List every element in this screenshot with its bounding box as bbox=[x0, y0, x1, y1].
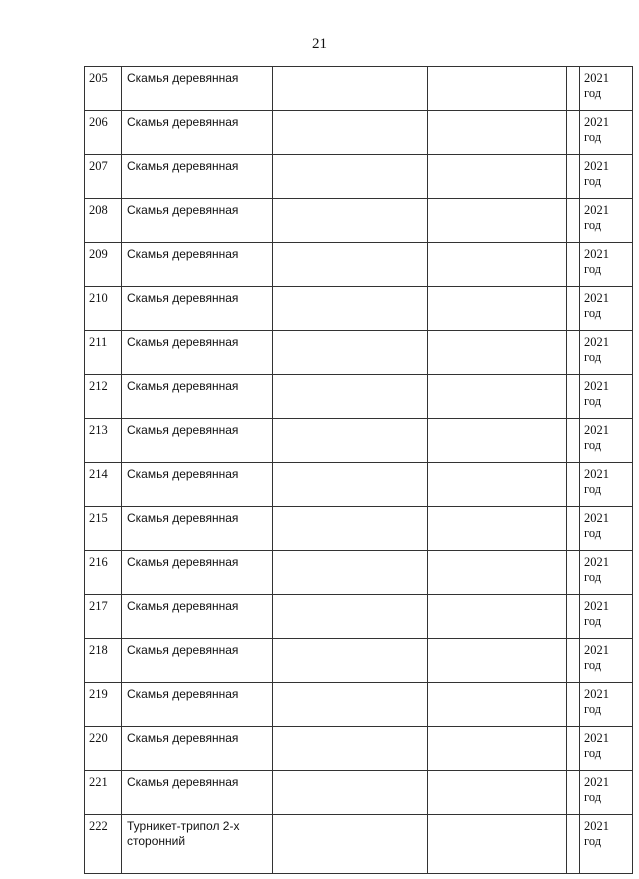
table-row bbox=[85, 155, 633, 199]
empty-cell bbox=[567, 595, 580, 639]
year-value: 2021 bbox=[584, 379, 609, 393]
row-number: 218 bbox=[85, 639, 122, 683]
table-row bbox=[85, 331, 633, 375]
inventory-table-body bbox=[85, 67, 633, 874]
empty-cell bbox=[273, 67, 428, 111]
year-unit: год bbox=[584, 394, 602, 408]
row-number: 210 bbox=[85, 287, 122, 331]
table-row bbox=[85, 507, 633, 551]
table-row bbox=[85, 551, 633, 595]
row-number: 208 bbox=[85, 199, 122, 243]
year-value: 2021 bbox=[584, 599, 609, 613]
item-name: Скамья деревянная bbox=[122, 199, 273, 243]
page-number: 21 bbox=[312, 36, 327, 52]
row-number: 212 bbox=[85, 375, 122, 419]
table-row bbox=[85, 815, 633, 874]
year-cell bbox=[580, 331, 633, 375]
year-value: 2021 bbox=[584, 819, 609, 833]
empty-cell bbox=[428, 155, 567, 199]
year-unit: год bbox=[584, 174, 602, 188]
year-unit: год bbox=[584, 790, 602, 804]
empty-cell bbox=[567, 815, 580, 874]
year-unit: год bbox=[584, 746, 602, 760]
year-cell bbox=[580, 507, 633, 551]
item-name: Скамья деревянная bbox=[122, 331, 273, 375]
table-row bbox=[85, 199, 633, 243]
year-value: 2021 bbox=[584, 423, 609, 437]
empty-cell bbox=[428, 331, 567, 375]
empty-cell bbox=[273, 287, 428, 331]
empty-cell bbox=[273, 595, 428, 639]
year-value: 2021 bbox=[584, 467, 609, 481]
table-row bbox=[85, 727, 633, 771]
empty-cell bbox=[273, 551, 428, 595]
year-cell bbox=[580, 155, 633, 199]
empty-cell bbox=[428, 243, 567, 287]
empty-cell bbox=[273, 507, 428, 551]
table-row bbox=[85, 683, 633, 727]
item-name: Скамья деревянная bbox=[122, 67, 273, 111]
empty-cell bbox=[428, 419, 567, 463]
inventory-table bbox=[84, 66, 633, 874]
empty-cell bbox=[273, 419, 428, 463]
year-cell bbox=[580, 199, 633, 243]
empty-cell bbox=[567, 67, 580, 111]
empty-cell bbox=[273, 815, 428, 874]
table-row bbox=[85, 67, 633, 111]
empty-cell bbox=[273, 639, 428, 683]
year-cell bbox=[580, 419, 633, 463]
table-row bbox=[85, 375, 633, 419]
year-value: 2021 bbox=[584, 555, 609, 569]
empty-cell bbox=[273, 727, 428, 771]
row-number: 207 bbox=[85, 155, 122, 199]
empty-cell bbox=[567, 331, 580, 375]
row-number: 222 bbox=[85, 815, 122, 874]
row-number: 219 bbox=[85, 683, 122, 727]
item-name: Скамья деревянная bbox=[122, 639, 273, 683]
empty-cell bbox=[273, 243, 428, 287]
row-number: 205 bbox=[85, 67, 122, 111]
empty-cell bbox=[273, 155, 428, 199]
empty-cell bbox=[567, 727, 580, 771]
year-value: 2021 bbox=[584, 731, 609, 745]
empty-cell bbox=[567, 419, 580, 463]
year-value: 2021 bbox=[584, 775, 609, 789]
table-row bbox=[85, 287, 633, 331]
empty-cell bbox=[273, 375, 428, 419]
year-cell bbox=[580, 771, 633, 815]
item-name: Скамья деревянная bbox=[122, 111, 273, 155]
year-unit: год bbox=[584, 482, 602, 496]
year-unit: год bbox=[584, 130, 602, 144]
year-unit: год bbox=[584, 218, 602, 232]
empty-cell bbox=[428, 507, 567, 551]
row-number: 209 bbox=[85, 243, 122, 287]
empty-cell bbox=[273, 683, 428, 727]
year-cell bbox=[580, 683, 633, 727]
item-name: Скамья деревянная bbox=[122, 287, 273, 331]
row-number: 206 bbox=[85, 111, 122, 155]
item-name: Скамья деревянная bbox=[122, 243, 273, 287]
year-value: 2021 bbox=[584, 687, 609, 701]
row-number: 211 bbox=[85, 331, 122, 375]
year-value: 2021 bbox=[584, 203, 609, 217]
year-cell bbox=[580, 67, 633, 111]
year-value: 2021 bbox=[584, 291, 609, 305]
empty-cell bbox=[567, 507, 580, 551]
row-number: 213 bbox=[85, 419, 122, 463]
year-unit: год bbox=[584, 306, 602, 320]
year-unit: год bbox=[584, 658, 602, 672]
table-row bbox=[85, 639, 633, 683]
item-name: Скамья деревянная bbox=[122, 507, 273, 551]
item-name: Скамья деревянная bbox=[122, 771, 273, 815]
year-unit: год bbox=[584, 526, 602, 540]
year-cell bbox=[580, 111, 633, 155]
year-cell bbox=[580, 287, 633, 331]
year-value: 2021 bbox=[584, 159, 609, 173]
year-value: 2021 bbox=[584, 335, 609, 349]
empty-cell bbox=[428, 199, 567, 243]
year-cell bbox=[580, 727, 633, 771]
empty-cell bbox=[567, 463, 580, 507]
year-unit: год bbox=[584, 350, 602, 364]
year-unit: год bbox=[584, 86, 602, 100]
empty-cell bbox=[428, 771, 567, 815]
year-cell bbox=[580, 815, 633, 874]
empty-cell bbox=[428, 683, 567, 727]
item-name: Турникет-трипол 2-х сторонний bbox=[122, 815, 273, 874]
empty-cell bbox=[428, 375, 567, 419]
row-number: 221 bbox=[85, 771, 122, 815]
empty-cell bbox=[428, 67, 567, 111]
row-number: 215 bbox=[85, 507, 122, 551]
year-unit: год bbox=[584, 834, 602, 848]
item-name: Скамья деревянная bbox=[122, 375, 273, 419]
empty-cell bbox=[428, 815, 567, 874]
year-cell bbox=[580, 639, 633, 683]
empty-cell bbox=[273, 463, 428, 507]
empty-cell bbox=[567, 639, 580, 683]
year-cell bbox=[580, 375, 633, 419]
item-name: Скамья деревянная bbox=[122, 595, 273, 639]
row-number: 214 bbox=[85, 463, 122, 507]
year-value: 2021 bbox=[584, 115, 609, 129]
empty-cell bbox=[567, 111, 580, 155]
item-name: Скамья деревянная bbox=[122, 683, 273, 727]
year-value: 2021 bbox=[584, 643, 609, 657]
empty-cell bbox=[273, 771, 428, 815]
item-name: Скамья деревянная bbox=[122, 419, 273, 463]
table-row bbox=[85, 595, 633, 639]
empty-cell bbox=[567, 683, 580, 727]
empty-cell bbox=[273, 111, 428, 155]
item-name: Скамья деревянная bbox=[122, 727, 273, 771]
year-unit: год bbox=[584, 570, 602, 584]
year-unit: год bbox=[584, 438, 602, 452]
empty-cell bbox=[428, 595, 567, 639]
table-row bbox=[85, 243, 633, 287]
empty-cell bbox=[567, 771, 580, 815]
year-cell bbox=[580, 463, 633, 507]
year-unit: год bbox=[584, 614, 602, 628]
row-number: 220 bbox=[85, 727, 122, 771]
year-value: 2021 bbox=[584, 71, 609, 85]
table-row bbox=[85, 419, 633, 463]
table-row bbox=[85, 463, 633, 507]
year-value: 2021 bbox=[584, 511, 609, 525]
item-name: Скамья деревянная bbox=[122, 551, 273, 595]
empty-cell bbox=[273, 199, 428, 243]
row-number: 217 bbox=[85, 595, 122, 639]
year-unit: год bbox=[584, 702, 602, 716]
empty-cell bbox=[273, 331, 428, 375]
empty-cell bbox=[428, 639, 567, 683]
empty-cell bbox=[567, 199, 580, 243]
item-name: Скамья деревянная bbox=[122, 463, 273, 507]
year-cell bbox=[580, 595, 633, 639]
empty-cell bbox=[567, 551, 580, 595]
year-cell bbox=[580, 243, 633, 287]
table-row bbox=[85, 111, 633, 155]
item-name: Скамья деревянная bbox=[122, 155, 273, 199]
empty-cell bbox=[428, 111, 567, 155]
year-unit: год bbox=[584, 262, 602, 276]
empty-cell bbox=[567, 375, 580, 419]
empty-cell bbox=[428, 551, 567, 595]
table-row bbox=[85, 771, 633, 815]
year-value: 2021 bbox=[584, 247, 609, 261]
year-cell bbox=[580, 551, 633, 595]
empty-cell bbox=[428, 287, 567, 331]
row-number: 216 bbox=[85, 551, 122, 595]
empty-cell bbox=[567, 287, 580, 331]
empty-cell bbox=[567, 243, 580, 287]
empty-cell bbox=[428, 463, 567, 507]
empty-cell bbox=[428, 727, 567, 771]
empty-cell bbox=[567, 155, 580, 199]
